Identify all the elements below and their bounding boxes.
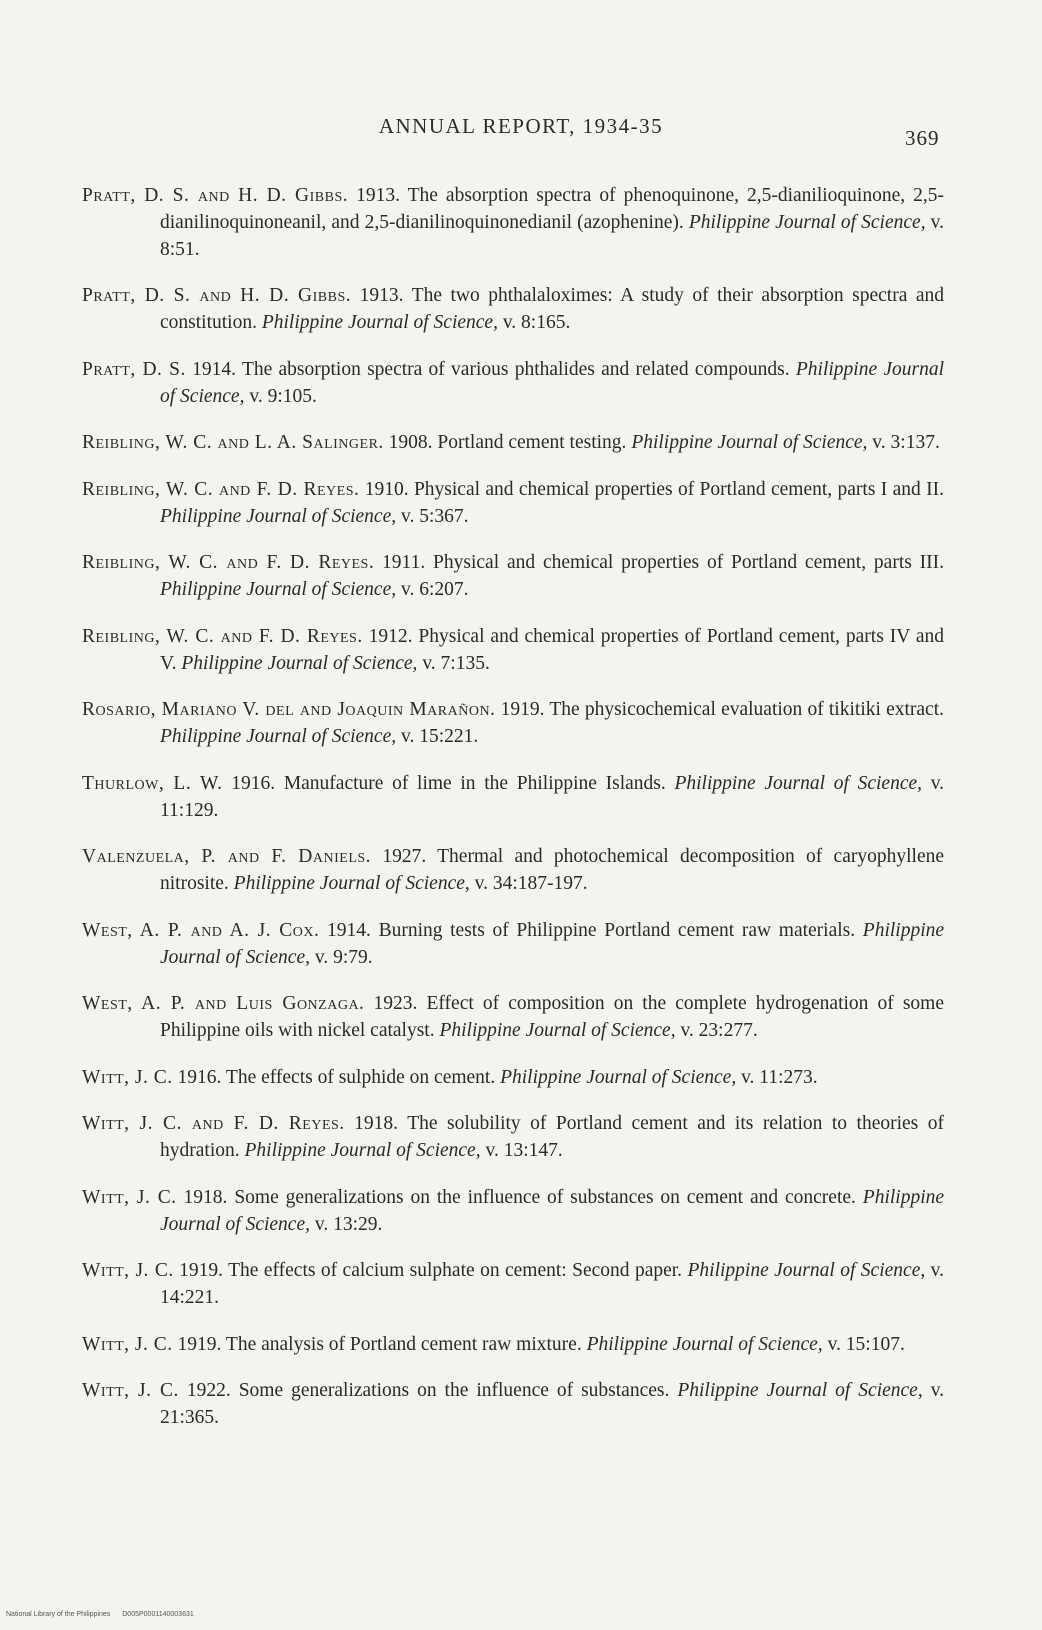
entry-author: Pratt, D. S.: [82, 358, 186, 380]
entry-reference: v. 34:187-197.: [474, 873, 588, 894]
entry-author: West, A. P. and Luis Gonzaga.: [82, 993, 365, 1014]
entry-title: The effects of calcium sulphate on cement: Second paper.: [228, 1260, 683, 1281]
entry-title: Portland cement testing.: [437, 432, 627, 453]
entry-journal: Philippine Journal of Science,: [160, 358, 945, 407]
entry-title: The effects of sulphide on cement.: [225, 1066, 496, 1088]
entry-year: 1916.: [231, 772, 276, 794]
entry-title: The analysis of Portland cement raw mixture.: [225, 1333, 582, 1355]
entry-year: 1913.: [359, 285, 404, 306]
bibliography-entry: [82, 1257, 944, 1311]
entry-year: 1927.: [382, 846, 427, 867]
entry-title: Physical and chemical properties of Portland cement, parts IV and V.: [160, 625, 945, 674]
bibliography-entry: [82, 843, 944, 897]
page-number: 369: [905, 126, 940, 150]
entry-reference: v. 3:137.: [872, 432, 940, 453]
entry-reference: v. 14:221.: [160, 1260, 945, 1308]
bibliography-entry: [82, 1377, 944, 1431]
entry-journal: Philippine Journal of Science,: [500, 1066, 737, 1088]
entry-reference: v. 11:273.: [741, 1066, 818, 1088]
bibliography-entry: [82, 917, 944, 971]
bibliography-entry: [82, 356, 944, 410]
entry-reference: v. 7:135.: [422, 652, 490, 674]
entry-author: Pratt, D. S. and H. D. Gibbs.: [82, 184, 349, 206]
entry-reference: v. 13:29.: [314, 1213, 383, 1235]
entry-reference: v. 8:165.: [502, 312, 571, 333]
bibliography-entry: [82, 1184, 944, 1238]
entry-reference: v. 6:207.: [400, 579, 469, 600]
entry-year: 1908.: [388, 432, 433, 453]
entry-title: Some generalizations on the influence of substances on cement and concrete.: [234, 1186, 856, 1208]
entry-author: Reibling, W. C. and F. D. Reyes.: [82, 478, 360, 500]
entry-title: Physical and chemical properties of Portland cement, parts III.: [433, 552, 945, 573]
entry-year: 1913.: [356, 184, 400, 206]
entry-year: 1923.: [373, 993, 418, 1014]
entry-year: 1919.: [500, 699, 545, 720]
entry-author: Witt, J. C.: [82, 1186, 177, 1208]
entry-author: Witt, J. C.: [82, 1066, 173, 1088]
entry-journal: Philippine Journal of Science,: [233, 873, 470, 894]
entry-author: Rosario, Mariano V. del and Joaquin Marañon.: [82, 699, 496, 720]
entry-title: Effect of composition on the complete hydrogenation of some Philippine oils with nickel catalyst.: [160, 993, 944, 1041]
entry-title: The physicochemical evaluation of tikitiki extract.: [549, 699, 945, 720]
entry-title: Some generalizations on the influence of substances.: [238, 1380, 670, 1401]
bibliography-entry: [82, 429, 944, 456]
entry-reference: v. 9:79.: [314, 946, 373, 968]
entry-title: The absorption spectra of various phthalides and related compounds.: [241, 358, 790, 380]
bibliography-entry: [82, 1331, 944, 1358]
entry-reference: v. 21:365.: [160, 1380, 945, 1428]
entry-journal: Philippine Journal of Science,: [687, 1260, 926, 1281]
bibliography-entry: [82, 282, 944, 336]
entry-reference: v. 11:129.: [160, 772, 945, 821]
entry-year: 1914.: [192, 358, 237, 380]
entry-author: Witt, J. C.: [82, 1260, 174, 1281]
bibliography-entry: [82, 549, 944, 603]
entry-year: 1910.: [364, 478, 409, 500]
entry-journal: Philippine Journal of Science,: [586, 1333, 823, 1355]
entry-journal: Philippine Journal of Science,: [160, 579, 397, 600]
entry-reference: v. 15:221.: [400, 726, 479, 747]
entry-title: The absorption spectra of phenoquinone, 2,5-dianilioquinone, 2,5-dianilinoquinoneanil, and 2,5-dianilinoquinonedianil (azophenine).: [160, 184, 944, 233]
library-credit: National Library of the Philippines: [6, 1611, 111, 1618]
entry-year: 1916.: [177, 1066, 222, 1088]
entry-journal: Philippine Journal of Science,: [160, 1186, 945, 1235]
entry-year: 1914.: [327, 919, 371, 941]
entry-author: West, A. P. and A. J. Cox.: [82, 919, 320, 941]
bibliography-entry: [82, 1064, 944, 1091]
bibliography-entry: [82, 182, 944, 263]
bibliography-entry: [82, 770, 944, 824]
bibliography-entry: [82, 623, 944, 677]
entry-author: Reibling, W. C. and F. D. Reyes.: [82, 552, 375, 573]
bibliography-entry: [82, 1110, 944, 1164]
entry-title: Physical and chemical properties of Portland cement, parts I and II.: [413, 478, 945, 500]
bibliography-entry: [82, 696, 944, 750]
entry-journal: Philippine Journal of Science,: [160, 505, 397, 527]
entry-year: 1919.: [177, 1333, 222, 1355]
entry-title: Manufacture of lime in the Philippine Islands.: [283, 772, 666, 794]
entry-title: The two phthalaloximes: A study of their absorption spectra and constitution.: [160, 285, 945, 333]
entry-journal: Philippine Journal of Science,: [244, 1140, 481, 1161]
entry-title: The solubility of Portland cement and its relation to theories of hydration.: [160, 1113, 944, 1161]
entry-author: Witt, J. C.: [82, 1380, 179, 1401]
entry-author: Thurlow, L. W.: [82, 772, 223, 794]
entry-title: Burning tests of Philippine Portland cement raw materials.: [378, 919, 856, 941]
entry-reference: v. 15:107.: [827, 1333, 905, 1355]
running-title: ANNUAL REPORT, 1934-35: [378, 114, 664, 138]
scan-code: D005P0001140003631: [122, 1611, 194, 1618]
entry-author: Witt, J. C.: [82, 1333, 173, 1355]
entry-author: Pratt, D. S. and H. D. Gibbs.: [82, 285, 352, 306]
entry-journal: Philippine Journal of Science,: [160, 919, 945, 968]
entry-journal: Philippine Journal of Science,: [181, 652, 418, 674]
entry-author: Witt, J. C. and F. D. Reyes.: [82, 1113, 345, 1134]
entry-reference: v. 8:51.: [160, 211, 945, 260]
entry-year: 1918.: [354, 1113, 399, 1134]
entry-journal: Philippine Journal of Science,: [261, 312, 498, 333]
bibliography-entry: [82, 990, 944, 1044]
entry-author: Reibling, W. C. and L. A. Salinger.: [82, 432, 384, 453]
entry-reference: v. 9:105.: [249, 385, 317, 407]
entry-author: Valenzuela, P. and F. Daniels.: [82, 846, 372, 867]
entry-journal: Philippine Journal of Science,: [160, 726, 397, 747]
entry-title: Thermal and photochemical decomposition of caryophyllene nitrosite.: [160, 846, 945, 894]
entry-journal: Philippine Journal of Science,: [688, 211, 926, 233]
entry-journal: Philippine Journal of Science,: [677, 1380, 923, 1401]
scan-footer: [6, 1611, 204, 1618]
bibliography-list: [82, 162, 944, 1439]
entry-year: 1918.: [183, 1186, 228, 1208]
entry-journal: Philippine Journal of Science,: [631, 432, 868, 453]
entry-year: 1912.: [368, 625, 413, 647]
bibliography-entry: [82, 476, 944, 530]
entry-author: Reibling, W. C. and F. D. Reyes.: [82, 625, 363, 647]
entry-journal: Philippine Journal of Science,: [439, 1020, 676, 1041]
entry-reference: v. 13:147.: [485, 1140, 563, 1161]
entry-reference: v. 5:367.: [400, 505, 469, 527]
entry-year: 1911.: [382, 552, 426, 573]
entry-year: 1919.: [179, 1260, 224, 1281]
entry-reference: v. 23:277.: [680, 1020, 758, 1041]
entry-year: 1922.: [186, 1380, 231, 1401]
entry-journal: Philippine Journal of Science,: [674, 772, 922, 794]
